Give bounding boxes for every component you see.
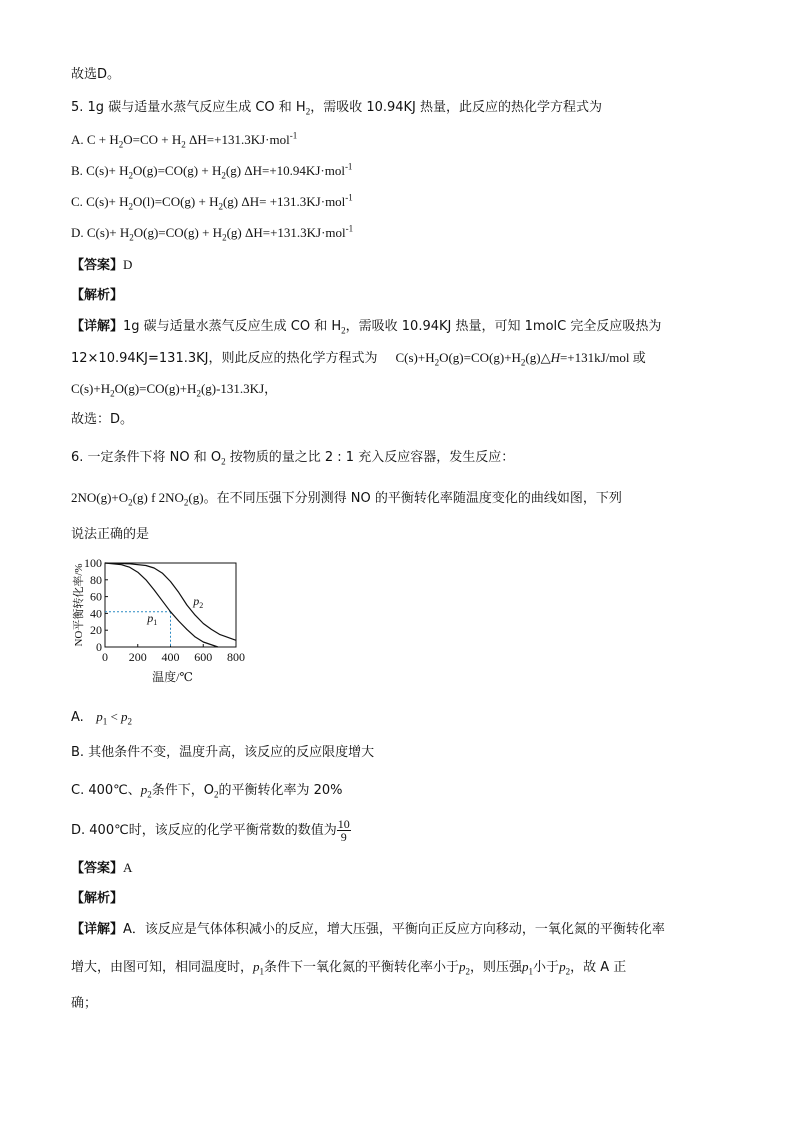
fraction: $\frac{10}{9}$ [337,817,350,844]
x-tick-label: 0 [102,650,108,664]
option-6b: B. 其他条件不变，温度升高，该反应的反应限度增大 [71,745,375,760]
conclude-5: 故选：D。 [71,412,134,427]
option-5b: B. $C(s)+ H_2O(g)=CO(g) + H_2(g)$ ΔH=+10.94KJ·mol$^{-1}$ [71,161,353,181]
detail-5-line1: 【详解】1g 碳与适量水蒸气反应生成 CO 和 $H_2$，需吸收 10.94KJ 热量，可知 1molC 完全反应吸热为 [71,319,662,336]
y-tick-label: 40 [90,606,102,621]
detail-6-line1: 【详解】A．该反应是气体体积减小的反应，增大压强，平衡向正反应方向移动，一氧化氮的平衡转化率 [71,922,665,937]
question-6-prompt: 说法正确的是 [71,527,150,542]
detail-5-line3: $C(s)+H_2O(g)=CO(g)+H_2(g)-131.3KJ$， [71,381,278,399]
y-tick-label: 60 [90,589,102,604]
answer-6: 【答案】A [71,860,133,876]
detail-5-line2: 12×10.94KJ=131.3KJ，则此反应的热化学方程式为 $C(s)+H_2O(g)=CO(g)+H_2(g)\triangle H=+131kJ$/mol 或 [71,350,646,368]
option-5a: A. $C + H_2O=CO + H_2$ ΔH=+131.3KJ·mol$^{-1}$ [71,130,298,150]
analysis-label-6: 【解析】 [71,891,124,906]
question-5-title: 5. 1g 碳与适量水蒸气反应生成 CO 和 $H_2$，需吸收 10.94KJ 热量，此反应的热化学方程式为 [71,100,603,117]
x-tick-label: 400 [161,650,180,664]
question-6-equation: $2NO(g)+O_2(g)$ f $2NO_2(g)$。在不同压强下分别测得 NO 的平衡转化率随温度变化的曲线如图，下列 [71,490,622,508]
x-axis-label: 温度/℃ [152,670,193,684]
text-line [71,66,120,84]
answer-value: D [123,257,133,272]
option-6d: D. 400℃时，该反应的化学平衡常数的数值为 $\frac{10}{9}$ [71,817,350,844]
plot-frame [105,563,236,647]
conversion-chart [70,553,255,693]
option-6c: C. 400℃、$p_2$条件下，$O_2$的平衡转化率为 20% [71,782,343,800]
y-axis-label: NO平衡转化率/% [73,563,85,647]
x-tick-label: 600 [194,650,213,664]
y-tick-label: 20 [90,623,102,638]
answer-5 [71,256,132,275]
question-6-title: 6. 一定条件下将 NO 和 $O_2$ 按物质的量之比 2 : 1 充入反应容器，发生反应： [71,450,515,467]
conclusion-text: 故选D。 [71,67,121,82]
answer-label: 【答案】 [71,258,124,273]
analysis-label-5: 【解析】 [71,288,124,303]
option-5d: D. $C(s)+ H_2O(g)=CO(g) + H_2(g)$ ΔH=+131.3KJ·mol$^{-1}$ [71,223,354,243]
series-label-p2: $p_2$ [193,594,204,610]
x-tick-label: 200 [128,650,147,664]
y-tick-label: 0 [96,640,102,654]
option-5c: C. $C(s)+ H_2O(l)=CO(g) + H_2(g)$ ΔH= +131.3KJ·mol$^{-1}$ [71,192,353,212]
detail-6-line3: 确； [71,996,98,1011]
series-label-p1: $p_1$ [147,610,158,627]
y-tick-label: 80 [90,572,102,587]
y-tick-label: 100 [84,556,102,570]
option-6a: A. $p_1 < p_2$ [71,709,133,727]
x-tick-label: 800 [227,650,245,664]
detail-6-line2: 增大，由图可知，相同温度时，$p_1$条件下一氧化氮的平衡转化率小于$p_2$，则压强$p_1$小于$p_2$，故 A 正 [71,959,627,977]
